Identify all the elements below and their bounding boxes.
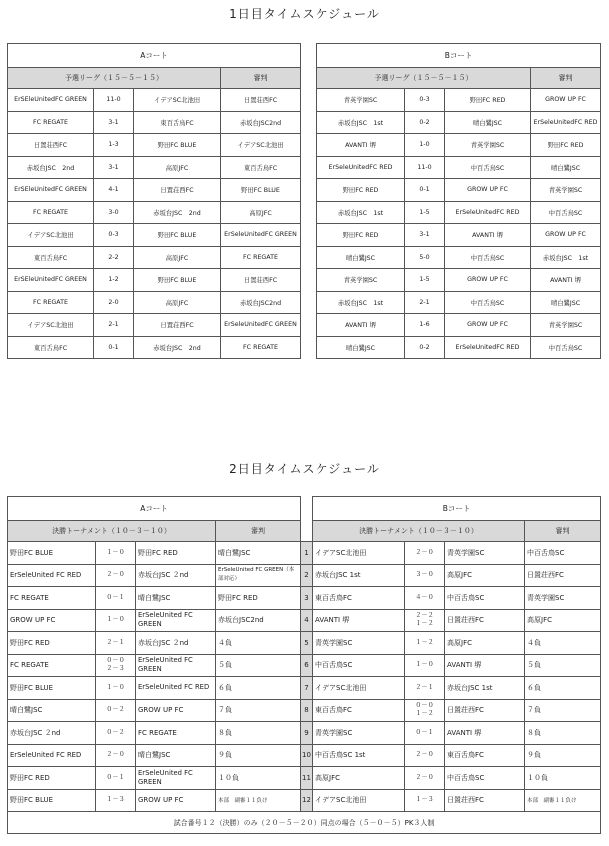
court-b-team-1: 高原JFC bbox=[313, 767, 405, 790]
court-a-referee: ５負 bbox=[216, 654, 301, 677]
court-b-team-2: 中百舌鳥SC bbox=[445, 246, 531, 269]
table-row bbox=[8, 632, 601, 655]
court-a-referee: 赤坂台JSC2nd bbox=[221, 111, 301, 134]
table-row bbox=[8, 336, 601, 359]
table-row bbox=[8, 744, 601, 767]
table-row bbox=[8, 542, 601, 565]
court-b-referee: ７負 bbox=[525, 699, 601, 722]
court-a-score: １－０ bbox=[96, 542, 136, 565]
court-a-team-1: 東百舌鳥FC bbox=[8, 336, 94, 359]
court-b-team-2: 青英学園SC bbox=[445, 542, 525, 565]
court-b-team-1: AVANTI 堺 bbox=[313, 609, 405, 632]
court-a-team-1: 野田FC RED bbox=[8, 632, 96, 655]
day2-a-referee-header: 審判 bbox=[216, 521, 301, 542]
court-a-referee: イデアSC北池田 bbox=[221, 134, 301, 157]
court-b-team-1: 赤坂台JSC 1st bbox=[317, 291, 405, 314]
court-b-team-2: 晴白鷺JSC bbox=[445, 111, 531, 134]
match-number: 11 bbox=[301, 767, 313, 790]
court-a-referee: ７負 bbox=[216, 699, 301, 722]
court-b-team-1: AVANTI 堺 bbox=[317, 314, 405, 337]
court-a-referee: 高原JFC bbox=[221, 201, 301, 224]
court-b-team-1: 中百舌鳥SC 1st bbox=[313, 744, 405, 767]
match-number: 3 bbox=[301, 587, 313, 610]
court-b-referee: ５負 bbox=[525, 654, 601, 677]
match-number: 1 bbox=[301, 542, 313, 565]
court-b-referee: ６負 bbox=[525, 677, 601, 700]
court-a-team-2: 野田FC BLUE bbox=[134, 134, 221, 157]
court-a-referee: 野田FC RED bbox=[216, 587, 301, 610]
court-a-team-2: GROW UP FC bbox=[136, 699, 216, 722]
court-b-score: ２－０ bbox=[405, 542, 445, 565]
court-a-score: 3-0 bbox=[94, 201, 134, 224]
table-row bbox=[8, 677, 601, 700]
court-a-team-1: イデアSC北池田 bbox=[8, 314, 94, 337]
court-b-score: ３－０ bbox=[405, 564, 445, 587]
court-a-team-1: 赤坂台JSC ２nd bbox=[8, 722, 96, 745]
table-row bbox=[8, 699, 601, 722]
court-a-score: １－０ bbox=[96, 677, 136, 700]
day1-a-league-header: 予選リーグ（１５－５－１５） bbox=[8, 68, 221, 89]
court-a-team-1: FC REGATE bbox=[8, 111, 94, 134]
court-b-team-2: 日置荘西FC bbox=[445, 699, 525, 722]
court-a-team-2: 晴白鷺JSC bbox=[136, 587, 216, 610]
court-b-score: 5-0 bbox=[405, 246, 445, 269]
court-a-team-2: 野田FC BLUE bbox=[134, 269, 221, 292]
court-a-score: 1-3 bbox=[94, 134, 134, 157]
court-a-referee: FC REGATE bbox=[221, 246, 301, 269]
court-a-score: 1-2 bbox=[94, 269, 134, 292]
court-b-score: ２－０ bbox=[405, 767, 445, 790]
court-a-score: １－３ bbox=[96, 789, 136, 812]
table-row bbox=[8, 156, 601, 179]
court-b-team-1: 青英学園SC bbox=[317, 89, 405, 112]
court-a-team-1: GROW UP FC bbox=[8, 609, 96, 632]
court-a-score: 3-1 bbox=[94, 111, 134, 134]
court-a-referee: FC REGATE bbox=[221, 336, 301, 359]
court-b-team-1: 野田FC RED bbox=[317, 224, 405, 247]
day1-court-b-header: Bコート bbox=[317, 44, 601, 68]
court-a-team-1: ErSEleUnitedFC GREEN bbox=[8, 179, 94, 202]
court-a-score: 0-1 bbox=[94, 336, 134, 359]
court-a-team-1: 野田FC BLUE bbox=[8, 789, 96, 812]
court-b-referee: 中百舌鳥SC bbox=[531, 201, 601, 224]
court-a-referee: ９負 bbox=[216, 744, 301, 767]
court-a-score: 4-1 bbox=[94, 179, 134, 202]
court-a-team-1: 野田FC RED bbox=[8, 767, 96, 790]
court-b-score: ２－０ bbox=[405, 744, 445, 767]
table-row bbox=[8, 89, 601, 112]
court-b-score: 0-2 bbox=[405, 111, 445, 134]
court-b-team-1: 赤坂台JSC 1st bbox=[317, 201, 405, 224]
court-b-referee: 晴白鷺JSC bbox=[531, 291, 601, 314]
court-b-team-1: 東百舌鳥FC bbox=[313, 699, 405, 722]
table-row bbox=[8, 654, 601, 677]
day1-title: 1日目タイムスケジュール bbox=[229, 7, 380, 21]
court-a-score: ０－２ bbox=[96, 699, 136, 722]
court-a-team-1: FC REGATE bbox=[8, 291, 94, 314]
court-b-score: １－０ bbox=[405, 654, 445, 677]
court-a-team-2: 高原JFC bbox=[134, 291, 221, 314]
court-a-team-2: FC REGATE bbox=[136, 722, 216, 745]
court-a-referee: 野田FC BLUE bbox=[221, 179, 301, 202]
court-a-team-2: 赤坂台JSC ２nd bbox=[136, 564, 216, 587]
day1-schedule-table bbox=[7, 43, 601, 359]
court-b-referee: 野田FC RED bbox=[531, 134, 601, 157]
court-b-team-1: 晴白鷺JSC bbox=[317, 336, 405, 359]
court-b-score: ０－０ １－２ bbox=[405, 699, 445, 722]
court-b-referee: 青英学園SC bbox=[531, 314, 601, 337]
court-a-score: ２－１ bbox=[96, 632, 136, 655]
court-a-referee: １０負 bbox=[216, 767, 301, 790]
table-row bbox=[8, 314, 601, 337]
court-b-referee: 高原JFC bbox=[525, 609, 601, 632]
court-b-referee: GROW UP FC bbox=[531, 224, 601, 247]
court-b-team-2: 野田FC RED bbox=[445, 89, 531, 112]
court-a-score: 3-1 bbox=[94, 156, 134, 179]
court-b-referee: 中百舌鳥SC bbox=[525, 542, 601, 565]
court-b-score: 0-3 bbox=[405, 89, 445, 112]
court-b-team-1: 赤坂台JSC 1st bbox=[313, 564, 405, 587]
court-b-team-2: 中百舌鳥SC bbox=[445, 587, 525, 610]
court-b-team-1: 青英学園SC bbox=[313, 632, 405, 655]
court-a-team-2: 赤坂台JSC 2nd bbox=[134, 336, 221, 359]
court-b-score: 0-2 bbox=[405, 336, 445, 359]
court-b-score: ２－１ bbox=[405, 677, 445, 700]
court-b-referee: 中百舌鳥SC bbox=[531, 336, 601, 359]
court-a-team-1: ErSeleUnited FC RED bbox=[8, 744, 96, 767]
court-a-referee: ４負 bbox=[216, 632, 301, 655]
table-row bbox=[8, 134, 601, 157]
court-b-team-1: 中百舌鳥SC bbox=[313, 654, 405, 677]
court-a-team-1: FC REGATE bbox=[8, 201, 94, 224]
court-a-team-1: 晴白鷺JSC bbox=[8, 699, 96, 722]
court-b-team-1: 青英学園SC bbox=[313, 722, 405, 745]
court-b-referee: 青英学園SC bbox=[525, 587, 601, 610]
court-b-score: 1-5 bbox=[405, 201, 445, 224]
day2-a-tournament-header: 決勝トーナメント（１０－３－１０） bbox=[8, 521, 216, 542]
court-b-team-2: GROW UP FC bbox=[445, 269, 531, 292]
court-a-team-1: FC REGATE bbox=[8, 587, 96, 610]
court-a-score: ０－１ bbox=[96, 587, 136, 610]
court-a-score: １－０ bbox=[96, 609, 136, 632]
match-number: 4 bbox=[301, 609, 313, 632]
match-number: 12 bbox=[301, 789, 313, 812]
court-b-team-2: 高原JFC bbox=[445, 564, 525, 587]
table-row bbox=[8, 179, 601, 202]
court-a-team-1: イデアSC北池田 bbox=[8, 224, 94, 247]
table-row bbox=[8, 789, 601, 812]
court-a-team-1: 野田FC BLUE bbox=[8, 542, 96, 565]
court-a-team-1: 野田FC BLUE bbox=[8, 677, 96, 700]
match-number: 8 bbox=[301, 699, 313, 722]
court-a-score: 0-3 bbox=[94, 224, 134, 247]
court-b-team-2: 東百舌鳥FC bbox=[445, 744, 525, 767]
table-row bbox=[8, 564, 601, 587]
court-b-score: 0-1 bbox=[405, 179, 445, 202]
court-a-referee: 東百舌鳥FC bbox=[221, 156, 301, 179]
court-a-team-1: ErSeleUnited FC RED bbox=[8, 564, 96, 587]
court-a-team-2: 日置荘西FC bbox=[134, 179, 221, 202]
court-a-team-1: ErSEleUnitedFC GREEN bbox=[8, 269, 94, 292]
court-b-team-1: イデアSC北池田 bbox=[313, 542, 405, 565]
court-a-team-2: 日置荘西FC bbox=[134, 314, 221, 337]
court-a-team-2: ErSeleUnited FC GREEN bbox=[136, 654, 216, 677]
court-b-team-1: AVANTI 堺 bbox=[317, 134, 405, 157]
court-b-team-2: ErSeleUnitedFC RED bbox=[445, 201, 531, 224]
court-b-score: 3-1 bbox=[405, 224, 445, 247]
court-a-team-2: 東百舌鳥FC bbox=[134, 111, 221, 134]
court-a-referee: ErSeleUnitedFC GREEN bbox=[221, 314, 301, 337]
court-b-team-2: AVANTI 堺 bbox=[445, 722, 525, 745]
table-row bbox=[8, 291, 601, 314]
court-b-team-2: AVANTI 堺 bbox=[445, 654, 525, 677]
court-a-team-1: 赤坂台JSC 2nd bbox=[8, 156, 94, 179]
day2-footnote: 試合番号１２（決勝）のみ（２０－５－２０）同点の場合（５－０－５）PK３人制 bbox=[8, 812, 601, 834]
court-a-team-2: 野田FC RED bbox=[136, 542, 216, 565]
court-a-team-2: イデアSC北池田 bbox=[134, 89, 221, 112]
court-a-referee: ６負 bbox=[216, 677, 301, 700]
court-a-referee: 赤坂台JSC2nd bbox=[221, 291, 301, 314]
court-b-score: 1-6 bbox=[405, 314, 445, 337]
court-b-score: １－３ bbox=[405, 789, 445, 812]
court-b-referee: 晴白鷺JSC bbox=[531, 156, 601, 179]
court-b-team-2: 日置荘西FC bbox=[445, 609, 525, 632]
court-a-score: ２－０ bbox=[96, 744, 136, 767]
court-b-team-1: イデアSC北池田 bbox=[313, 677, 405, 700]
court-b-score: 2-1 bbox=[405, 291, 445, 314]
court-a-team-2: 赤坂台JSC 2nd bbox=[134, 201, 221, 224]
court-a-score: ０－２ bbox=[96, 722, 136, 745]
match-number: 5 bbox=[301, 632, 313, 655]
court-a-referee: ErSeleUnited FC GREEN（本部対応） bbox=[216, 564, 301, 587]
day2-schedule-table bbox=[7, 496, 601, 834]
match-number: 2 bbox=[301, 564, 313, 587]
court-a-score: 2-1 bbox=[94, 314, 134, 337]
court-a-score: ０－１ bbox=[96, 767, 136, 790]
court-a-team-2: 晴白鷺JSC bbox=[136, 744, 216, 767]
court-b-team-1: 赤坂台JSC 1st bbox=[317, 111, 405, 134]
court-a-team-2: GROW UP FC bbox=[136, 789, 216, 812]
court-b-team-2: GROW UP FC bbox=[445, 179, 531, 202]
court-b-team-2: 赤坂台JSC 1st bbox=[445, 677, 525, 700]
court-b-referee: ErSeleUnitedFC RED bbox=[531, 111, 601, 134]
match-number: 6 bbox=[301, 654, 313, 677]
court-a-team-2: 赤坂台JSC ２nd bbox=[136, 632, 216, 655]
table-row bbox=[8, 201, 601, 224]
court-b-team-1: 青英学園SC bbox=[317, 269, 405, 292]
court-a-referee: ErSeleUnitedFC GREEN bbox=[221, 224, 301, 247]
court-b-team-1: イデアSC北池田 bbox=[313, 789, 405, 812]
court-b-referee: ８負 bbox=[525, 722, 601, 745]
table-row bbox=[8, 722, 601, 745]
day1-court-a-header: Aコート bbox=[8, 44, 301, 68]
court-b-score: 11-0 bbox=[405, 156, 445, 179]
day2-b-referee-header: 審判 bbox=[525, 521, 601, 542]
court-b-referee: GROW UP FC bbox=[531, 89, 601, 112]
court-a-score: 2-0 bbox=[94, 291, 134, 314]
court-b-score: ４－０ bbox=[405, 587, 445, 610]
match-number: 10 bbox=[301, 744, 313, 767]
court-a-team-1: 東百舌鳥FC bbox=[8, 246, 94, 269]
court-b-team-2: 日置荘西FC bbox=[445, 789, 525, 812]
court-b-team-2: AVANTI 堺 bbox=[445, 224, 531, 247]
table-row bbox=[8, 609, 601, 632]
court-b-team-2: 中百舌鳥SC bbox=[445, 767, 525, 790]
court-a-score: ０－０ ２－３ bbox=[96, 654, 136, 677]
court-b-score: 1-5 bbox=[405, 269, 445, 292]
court-b-team-1: ErSeleUnitedFC RED bbox=[317, 156, 405, 179]
court-a-team-2: ErSeleUnited FC RED bbox=[136, 677, 216, 700]
court-a-score: 11-0 bbox=[94, 89, 134, 112]
court-b-score: 1-0 bbox=[405, 134, 445, 157]
court-b-team-1: 野田FC RED bbox=[317, 179, 405, 202]
court-b-referee: AVANTI 堺 bbox=[531, 269, 601, 292]
court-a-team-2: 高原JFC bbox=[134, 156, 221, 179]
court-b-team-2: GROW UP FC bbox=[445, 314, 531, 337]
court-b-referee: １０負 bbox=[525, 767, 601, 790]
table-row bbox=[8, 587, 601, 610]
day2-court-b-header: Bコート bbox=[313, 497, 601, 521]
court-b-team-2: 高原JFC bbox=[445, 632, 525, 655]
day2-b-tournament-header: 決勝トーナメント（１０－３－１０） bbox=[313, 521, 525, 542]
court-b-score: ２－２ １－２ bbox=[405, 609, 445, 632]
court-a-referee: 日置荘西FC bbox=[221, 89, 301, 112]
match-number: 7 bbox=[301, 677, 313, 700]
court-b-team-1: 晴白鷺JSC bbox=[317, 246, 405, 269]
court-a-score: ２－０ bbox=[96, 564, 136, 587]
court-b-team-2: ErSeleUnitedFC RED bbox=[445, 336, 531, 359]
table-row bbox=[8, 767, 601, 790]
table-row bbox=[8, 246, 601, 269]
table-row bbox=[8, 269, 601, 292]
court-a-team-1: FC REGATE bbox=[8, 654, 96, 677]
day1-a-referee-header: 審判 bbox=[221, 68, 301, 89]
court-a-referee: 本部 副審１１負け bbox=[216, 789, 301, 812]
court-a-team-2: 野田FC BLUE bbox=[134, 224, 221, 247]
court-b-team-1: 東百舌鳥FC bbox=[313, 587, 405, 610]
court-a-referee: 日置荘西FC bbox=[221, 269, 301, 292]
court-b-score: ０－１ bbox=[405, 722, 445, 745]
court-b-referee: 赤坂台JSC 1st bbox=[531, 246, 601, 269]
court-a-team-1: 日置荘西FC bbox=[8, 134, 94, 157]
court-a-team-2: ErSeleUnited FC GREEN bbox=[136, 767, 216, 790]
court-a-referee: 晴白鷺JSC bbox=[216, 542, 301, 565]
court-b-team-2: 中百舌鳥SC bbox=[445, 291, 531, 314]
court-a-team-1: ErSEleUnitedFC GREEN bbox=[8, 89, 94, 112]
court-a-score: 2-2 bbox=[94, 246, 134, 269]
court-b-score: １－２ bbox=[405, 632, 445, 655]
match-number: 9 bbox=[301, 722, 313, 745]
court-b-referee: ４負 bbox=[525, 632, 601, 655]
table-row bbox=[8, 224, 601, 247]
court-b-referee: 日置荘西FC bbox=[525, 564, 601, 587]
day1-b-league-header: 予選リーグ（１５－５－１５） bbox=[317, 68, 531, 89]
day2-title: 2日目タイムスケジュール bbox=[229, 462, 380, 476]
court-a-team-2: ErSeleUnited FC GREEN bbox=[136, 609, 216, 632]
day1-b-referee-header: 審判 bbox=[531, 68, 601, 89]
day2-court-a-header: Aコート bbox=[8, 497, 301, 521]
table-row bbox=[8, 111, 601, 134]
court-b-team-2: 中百舌鳥SC bbox=[445, 156, 531, 179]
court-a-referee: ８負 bbox=[216, 722, 301, 745]
court-b-referee: 青英学園SC bbox=[531, 179, 601, 202]
court-b-referee: 本部 副審１１負け bbox=[525, 789, 601, 812]
court-a-team-2: 高原JFC bbox=[134, 246, 221, 269]
court-b-referee: ９負 bbox=[525, 744, 601, 767]
court-a-referee: 赤坂台JSC2nd bbox=[216, 609, 301, 632]
court-b-team-2: 青英学園SC bbox=[445, 134, 531, 157]
